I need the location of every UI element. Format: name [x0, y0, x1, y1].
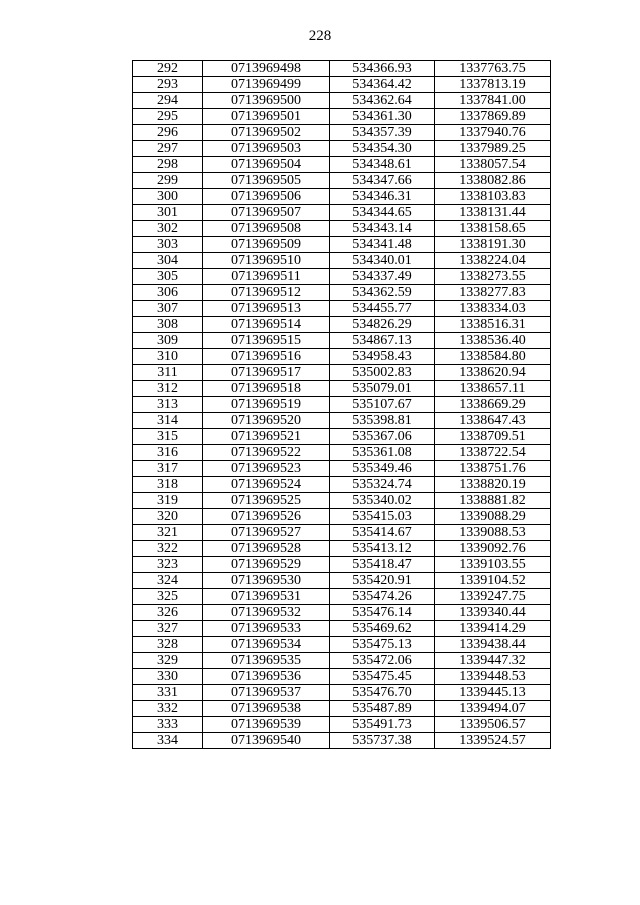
y-coordinate-cell: 1339340.44	[435, 605, 551, 621]
y-coordinate-cell: 1339524.57	[435, 733, 551, 749]
x-coordinate-cell: 535361.08	[330, 445, 435, 461]
x-coordinate-cell: 535413.12	[330, 541, 435, 557]
point-code-cell: 0713969517	[203, 365, 330, 381]
point-index-cell: 317	[133, 461, 203, 477]
y-coordinate-cell: 1338751.76	[435, 461, 551, 477]
table-row	[133, 141, 551, 157]
x-coordinate-cell: 535476.14	[330, 605, 435, 621]
y-coordinate-cell: 1339445.13	[435, 685, 551, 701]
table-row	[133, 541, 551, 557]
table-row	[133, 349, 551, 365]
y-coordinate-cell: 1339506.57	[435, 717, 551, 733]
table-row	[133, 509, 551, 525]
point-code-cell: 0713969529	[203, 557, 330, 573]
table-row	[133, 477, 551, 493]
page-number: 228	[308, 28, 332, 44]
y-coordinate-cell: 1337989.25	[435, 141, 551, 157]
x-coordinate-cell: 534958.43	[330, 349, 435, 365]
point-index-cell: 325	[133, 589, 203, 605]
x-coordinate-cell: 534357.39	[330, 125, 435, 141]
y-coordinate-cell: 1338158.65	[435, 221, 551, 237]
point-index-cell: 314	[133, 413, 203, 429]
point-index-cell: 328	[133, 637, 203, 653]
table-row	[133, 109, 551, 125]
x-coordinate-cell: 534337.49	[330, 269, 435, 285]
point-code-cell: 0713969514	[203, 317, 330, 333]
point-index-cell: 303	[133, 237, 203, 253]
point-index-cell: 316	[133, 445, 203, 461]
y-coordinate-cell: 1338820.19	[435, 477, 551, 493]
y-coordinate-cell: 1338584.80	[435, 349, 551, 365]
point-index-cell: 307	[133, 301, 203, 317]
table-row	[133, 445, 551, 461]
point-code-cell: 0713969502	[203, 125, 330, 141]
x-coordinate-cell: 535002.83	[330, 365, 435, 381]
point-index-cell: 293	[133, 77, 203, 93]
coordinates-table	[132, 60, 551, 749]
table-row	[133, 205, 551, 221]
table-row	[133, 413, 551, 429]
point-index-cell: 318	[133, 477, 203, 493]
table-row	[133, 77, 551, 93]
point-index-cell: 312	[133, 381, 203, 397]
table-row	[133, 573, 551, 589]
table-row	[133, 461, 551, 477]
x-coordinate-cell: 535324.74	[330, 477, 435, 493]
point-code-cell: 0713969505	[203, 173, 330, 189]
y-coordinate-cell: 1338709.51	[435, 429, 551, 445]
point-index-cell: 329	[133, 653, 203, 669]
table-row	[133, 61, 551, 77]
table-row	[133, 397, 551, 413]
point-index-cell: 332	[133, 701, 203, 717]
point-index-cell: 297	[133, 141, 203, 157]
point-code-cell: 0713969521	[203, 429, 330, 445]
point-code-cell: 0713969522	[203, 445, 330, 461]
y-coordinate-cell: 1337841.00	[435, 93, 551, 109]
point-code-cell: 0713969512	[203, 285, 330, 301]
table-row	[133, 221, 551, 237]
table-row	[133, 173, 551, 189]
x-coordinate-cell: 535476.70	[330, 685, 435, 701]
table-row	[133, 125, 551, 141]
point-code-cell: 0713969507	[203, 205, 330, 221]
x-coordinate-cell: 534455.77	[330, 301, 435, 317]
point-code-cell: 0713969518	[203, 381, 330, 397]
point-code-cell: 0713969531	[203, 589, 330, 605]
point-code-cell: 0713969501	[203, 109, 330, 125]
y-coordinate-cell: 1338881.82	[435, 493, 551, 509]
point-index-cell: 326	[133, 605, 203, 621]
point-code-cell: 0713969538	[203, 701, 330, 717]
point-index-cell: 298	[133, 157, 203, 173]
table-row	[133, 189, 551, 205]
x-coordinate-cell: 535491.73	[330, 717, 435, 733]
x-coordinate-cell: 534340.01	[330, 253, 435, 269]
point-code-cell: 0713969498	[203, 61, 330, 77]
x-coordinate-cell: 535472.06	[330, 653, 435, 669]
table-body	[133, 61, 551, 749]
y-coordinate-cell: 1339494.07	[435, 701, 551, 717]
table-row	[133, 93, 551, 109]
x-coordinate-cell: 534346.31	[330, 189, 435, 205]
point-index-cell: 305	[133, 269, 203, 285]
y-coordinate-cell: 1339088.29	[435, 509, 551, 525]
point-index-cell: 323	[133, 557, 203, 573]
y-coordinate-cell: 1337940.76	[435, 125, 551, 141]
y-coordinate-cell: 1339414.29	[435, 621, 551, 637]
point-code-cell: 0713969536	[203, 669, 330, 685]
y-coordinate-cell: 1339088.53	[435, 525, 551, 541]
point-index-cell: 321	[133, 525, 203, 541]
point-code-cell: 0713969511	[203, 269, 330, 285]
point-index-cell: 309	[133, 333, 203, 349]
point-index-cell: 304	[133, 253, 203, 269]
y-coordinate-cell: 1338103.83	[435, 189, 551, 205]
point-index-cell: 315	[133, 429, 203, 445]
x-coordinate-cell: 535474.26	[330, 589, 435, 605]
point-code-cell: 0713969526	[203, 509, 330, 525]
x-coordinate-cell: 534348.61	[330, 157, 435, 173]
table-row	[133, 493, 551, 509]
y-coordinate-cell: 1338277.83	[435, 285, 551, 301]
point-code-cell: 0713969534	[203, 637, 330, 653]
x-coordinate-cell: 534362.64	[330, 93, 435, 109]
point-code-cell: 0713969532	[203, 605, 330, 621]
y-coordinate-cell: 1338516.31	[435, 317, 551, 333]
point-code-cell: 0713969513	[203, 301, 330, 317]
x-coordinate-cell: 535107.67	[330, 397, 435, 413]
point-index-cell: 333	[133, 717, 203, 733]
table-row	[133, 717, 551, 733]
y-coordinate-cell: 1337763.75	[435, 61, 551, 77]
x-coordinate-cell: 535340.02	[330, 493, 435, 509]
x-coordinate-cell: 534364.42	[330, 77, 435, 93]
table-row	[133, 365, 551, 381]
point-index-cell: 319	[133, 493, 203, 509]
x-coordinate-cell: 534347.66	[330, 173, 435, 189]
x-coordinate-cell: 535475.13	[330, 637, 435, 653]
x-coordinate-cell: 535418.47	[330, 557, 435, 573]
table-row	[133, 429, 551, 445]
table-row	[133, 525, 551, 541]
x-coordinate-cell: 534867.13	[330, 333, 435, 349]
point-index-cell: 322	[133, 541, 203, 557]
y-coordinate-cell: 1338057.54	[435, 157, 551, 173]
point-code-cell: 0713969524	[203, 477, 330, 493]
table-row	[133, 685, 551, 701]
table-row	[133, 301, 551, 317]
point-index-cell: 308	[133, 317, 203, 333]
point-index-cell: 320	[133, 509, 203, 525]
point-index-cell: 306	[133, 285, 203, 301]
point-code-cell: 0713969506	[203, 189, 330, 205]
table-row	[133, 317, 551, 333]
point-code-cell: 0713969523	[203, 461, 330, 477]
x-coordinate-cell: 535420.91	[330, 573, 435, 589]
point-index-cell: 310	[133, 349, 203, 365]
point-index-cell: 296	[133, 125, 203, 141]
table-row	[133, 333, 551, 349]
point-index-cell: 313	[133, 397, 203, 413]
y-coordinate-cell: 1338657.11	[435, 381, 551, 397]
point-code-cell: 0713969530	[203, 573, 330, 589]
table-row	[133, 381, 551, 397]
point-code-cell: 0713969528	[203, 541, 330, 557]
point-code-cell: 0713969504	[203, 157, 330, 173]
table-row	[133, 669, 551, 685]
point-code-cell: 0713969519	[203, 397, 330, 413]
x-coordinate-cell: 535367.06	[330, 429, 435, 445]
point-code-cell: 0713969539	[203, 717, 330, 733]
point-index-cell: 292	[133, 61, 203, 77]
point-index-cell: 331	[133, 685, 203, 701]
point-code-cell: 0713969499	[203, 77, 330, 93]
y-coordinate-cell: 1338191.30	[435, 237, 551, 253]
point-index-cell: 324	[133, 573, 203, 589]
point-code-cell: 0713969500	[203, 93, 330, 109]
y-coordinate-cell: 1338722.54	[435, 445, 551, 461]
y-coordinate-cell: 1337869.89	[435, 109, 551, 125]
point-index-cell: 301	[133, 205, 203, 221]
point-index-cell: 327	[133, 621, 203, 637]
y-coordinate-cell: 1339247.75	[435, 589, 551, 605]
x-coordinate-cell: 534366.93	[330, 61, 435, 77]
x-coordinate-cell: 535737.38	[330, 733, 435, 749]
table-row	[133, 557, 551, 573]
table-row	[133, 253, 551, 269]
x-coordinate-cell: 535079.01	[330, 381, 435, 397]
x-coordinate-cell: 534362.59	[330, 285, 435, 301]
table-row	[133, 733, 551, 749]
point-code-cell: 0713969535	[203, 653, 330, 669]
y-coordinate-cell: 1339103.55	[435, 557, 551, 573]
x-coordinate-cell: 534344.65	[330, 205, 435, 221]
x-coordinate-cell: 535414.67	[330, 525, 435, 541]
point-code-cell: 0713969537	[203, 685, 330, 701]
y-coordinate-cell: 1339104.52	[435, 573, 551, 589]
point-index-cell: 299	[133, 173, 203, 189]
table-row	[133, 637, 551, 653]
y-coordinate-cell: 1338334.03	[435, 301, 551, 317]
y-coordinate-cell: 1338536.40	[435, 333, 551, 349]
point-code-cell: 0713969503	[203, 141, 330, 157]
y-coordinate-cell: 1339448.53	[435, 669, 551, 685]
table-row	[133, 701, 551, 717]
point-index-cell: 302	[133, 221, 203, 237]
y-coordinate-cell: 1338273.55	[435, 269, 551, 285]
table-row	[133, 653, 551, 669]
y-coordinate-cell: 1339447.32	[435, 653, 551, 669]
x-coordinate-cell: 534354.30	[330, 141, 435, 157]
point-index-cell: 295	[133, 109, 203, 125]
point-code-cell: 0713969508	[203, 221, 330, 237]
point-index-cell: 311	[133, 365, 203, 381]
x-coordinate-cell: 535415.03	[330, 509, 435, 525]
y-coordinate-cell: 1339438.44	[435, 637, 551, 653]
x-coordinate-cell: 534341.48	[330, 237, 435, 253]
point-code-cell: 0713969540	[203, 733, 330, 749]
point-code-cell: 0713969516	[203, 349, 330, 365]
point-index-cell: 294	[133, 93, 203, 109]
table-row	[133, 157, 551, 173]
table-row	[133, 621, 551, 637]
y-coordinate-cell: 1337813.19	[435, 77, 551, 93]
point-index-cell: 300	[133, 189, 203, 205]
point-code-cell: 0713969515	[203, 333, 330, 349]
point-code-cell: 0713969510	[203, 253, 330, 269]
point-code-cell: 0713969525	[203, 493, 330, 509]
x-coordinate-cell: 534826.29	[330, 317, 435, 333]
x-coordinate-cell: 535469.62	[330, 621, 435, 637]
y-coordinate-cell: 1338131.44	[435, 205, 551, 221]
x-coordinate-cell: 534361.30	[330, 109, 435, 125]
y-coordinate-cell: 1339092.76	[435, 541, 551, 557]
point-index-cell: 330	[133, 669, 203, 685]
point-index-cell: 334	[133, 733, 203, 749]
point-code-cell: 0713969509	[203, 237, 330, 253]
y-coordinate-cell: 1338082.86	[435, 173, 551, 189]
x-coordinate-cell: 535487.89	[330, 701, 435, 717]
x-coordinate-cell: 535475.45	[330, 669, 435, 685]
y-coordinate-cell: 1338224.04	[435, 253, 551, 269]
table-row	[133, 237, 551, 253]
x-coordinate-cell: 535398.81	[330, 413, 435, 429]
point-code-cell: 0713969520	[203, 413, 330, 429]
table-row	[133, 269, 551, 285]
y-coordinate-cell: 1338669.29	[435, 397, 551, 413]
x-coordinate-cell: 535349.46	[330, 461, 435, 477]
x-coordinate-cell: 534343.14	[330, 221, 435, 237]
y-coordinate-cell: 1338647.43	[435, 413, 551, 429]
point-code-cell: 0713969533	[203, 621, 330, 637]
table-row	[133, 589, 551, 605]
table-row	[133, 285, 551, 301]
table-row	[133, 605, 551, 621]
point-code-cell: 0713969527	[203, 525, 330, 541]
y-coordinate-cell: 1338620.94	[435, 365, 551, 381]
